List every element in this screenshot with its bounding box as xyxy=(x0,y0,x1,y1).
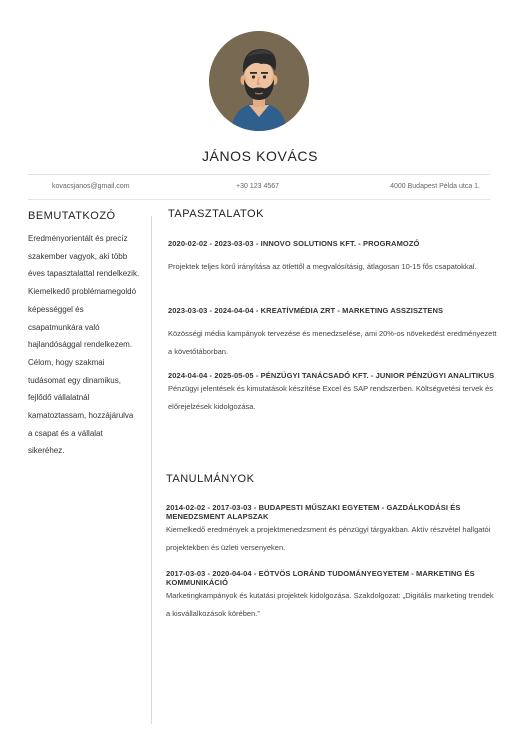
avatar-illustration xyxy=(209,31,309,131)
contact-email[interactable]: kovacsjanos@gmail.com xyxy=(52,183,130,190)
education-item xyxy=(166,503,496,556)
contact-bar xyxy=(28,174,490,200)
experience-description: Projektek teljes körű irányítása az ötlettől a megvalósításig, átlagosan 10-15 fős csapatokkal. xyxy=(168,262,477,271)
education-item xyxy=(166,569,496,622)
experience-item xyxy=(168,239,498,276)
education-heading: 2014-02-02 - 2017-03-03 - BUDAPESTI MŰSZAKI EGYETEM - GAZDÁLKODÁSI ÉS MENEDZSMENT ALAPSZAK xyxy=(166,503,461,521)
experience-item xyxy=(168,371,498,415)
about-title: BEMUTATKOZÓ xyxy=(28,210,116,222)
experience-heading: 2024-04-04 - 2025-05-05 - PÉNZÜGYI TANÁCSADÓ KFT. - JUNIOR PÉNZÜGYI ANALITIKUS xyxy=(168,371,495,380)
experience-item xyxy=(168,306,498,360)
education-description: Marketingkampányok és kutatási projektek kidolgozása. Szakdolgozat: „Digitális marketing trendek a kisvállalkozások körében.” xyxy=(166,591,494,618)
profile-avatar xyxy=(209,31,309,131)
education-description: Kiemelkedő eredmények a projektmenedzsment és pénzügyi tárgyakban. Aktív részvétel hallgatói projektekben és üzleti versenyeken. xyxy=(166,525,491,552)
experience-description: Pénzügyi jelentések és kimutatások készítése Excel és SAP rendszerben. Költségvetési tervek és előrejelzések kidolgozása. xyxy=(168,384,494,411)
experience-heading: 2023-03-03 - 2024-04-04 - KREATÍVMÉDIA ZRT - MARKETING ASSZISZTENS xyxy=(168,306,444,315)
contact-address: 4000 Budapest Példa utca 1. xyxy=(390,183,480,190)
experience-description: Közösségi média kampányok tervezése és menedzselése, ami 20%-os növekedést eredményezett a követőtáborban. xyxy=(168,329,497,356)
experience-title: TAPASZTALATOK xyxy=(168,208,264,220)
education-title: TANULMÁNYOK xyxy=(166,473,255,485)
about-text: Eredményorientált és precíz szakember vagyok, aki több éves tapasztalattal rendelkezik. Kiemelkedő problémamegoldó képességgel és csapatmunkára való hajlandósággal rendelkezem. Célom, hogy szakmai tudásomat egy dinamikus, fejlődő vállalatnál kamatoztassam, hozzájárulva a csapat és a vállalat sikeréhez. xyxy=(28,234,140,456)
education-heading: 2017-03-03 - 2020-04-04 - EÖTVÖS LORÁND TUDOMÁNYEGYETEM - MARKETING ÉS KOMMUNIKÁCIÓ xyxy=(166,569,475,587)
column-divider xyxy=(151,216,152,724)
candidate-name: JÁNOS KOVÁCS xyxy=(201,148,319,164)
contact-phone[interactable]: +30 123 4567 xyxy=(236,183,280,190)
experience-heading: 2020-02-02 - 2023-03-03 - INNOVO SOLUTIONS KFT. - PROGRAMOZÓ xyxy=(168,239,420,248)
